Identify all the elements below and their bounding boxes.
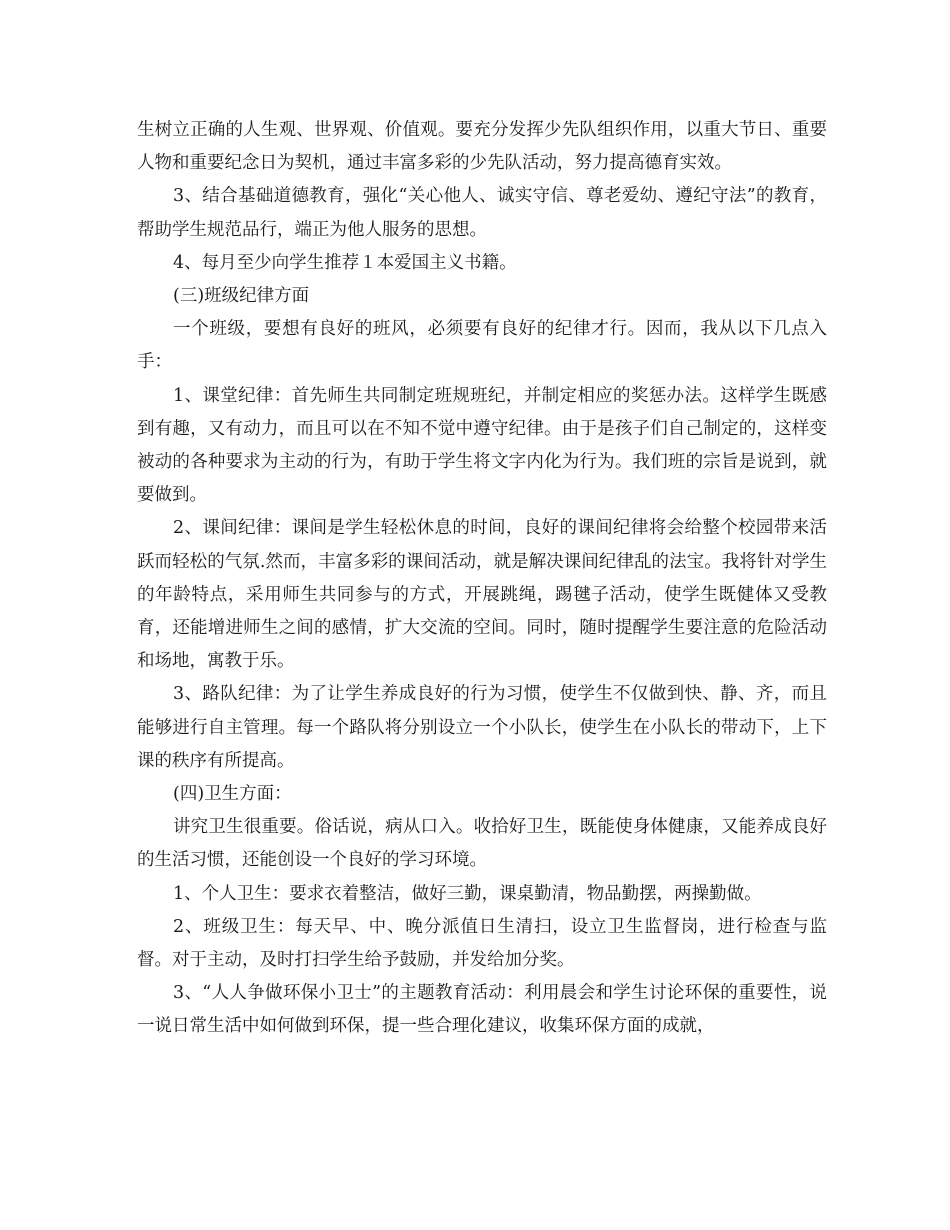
paragraph-7: 2、课间纪律：课间是学生轻松休息的时间，良好的课间纪律将会给整个校园带来活跃而轻松的气氛.然而，丰富多彩的课间活动，就是解决课间纪律乱的法宝。我将针对学生的年龄特点，采用师生共同参与的方式，开展跳绳，踢毽子活动，使学生既健体又受教育，还能增进师生之间的感情，扩大交流的空间。同时，随时提醒学生要注意的危险活动和场地，寓教于乐。 (137, 518, 827, 672)
paragraph-3: 4、每月至少向学生推荐１本爱国主义书籍。 (173, 252, 517, 273)
paragraph-8: 3、路队纪律：为了让学生养成良好的行为习惯，使学生不仅做到快、静、齐，而且能够进行自主管理。每一个路队将分别设立一个小队长，使学生在小队长的带动下，上下课的秩序有所提高。 (137, 684, 827, 771)
paragraph-5: 一个班级，要想有良好的班风，必须要有良好的纪律才行。因而，我从以下几点入手： (137, 319, 827, 373)
paragraph-13: 3、“人人争做环保小卫士”的主题教育活动：利用晨会和学生讨论环保的重要性，说一说日常生活中如何做到环保，提一些合理化建议，收集环保方面的成就， (137, 983, 827, 1037)
paragraph-2: 3、结合基础道德教育，强化“关心他人、诚实守信、尊老爱幼、遵纪守法”的教育，帮助学生规范品行，端正为他人服务的思想。 (137, 186, 827, 240)
paragraph-12: 2、班级卫生：每天早、中、晚分派值日生清扫，设立卫生监督岗，进行检查与监督。对于主动，及时打扫学生给予鼓励，并发给加分奖。 (137, 916, 827, 971)
section-heading-discipline: (三)班级纪律方面 (173, 286, 310, 307)
section-heading-hygiene: (四)卫生方面： (173, 784, 292, 805)
paragraph-10: 讲究卫生很重要。俗话说，病从口入。收拾好卫生，既能使身体健康，又能养成良好的生活习惯，还能创设一个良好的学习环境。 (137, 817, 827, 871)
paragraph-6: 1、课堂纪律：首先师生共同制定班规班纪，并制定相应的奖惩办法。这样学生既感到有趣，又有动力，而且可以在不知不觉中遵守纪律。由于是孩子们自己制定的，这样变被动的各种要求为主动的行为，有助于学生将文字内化为行为。我们班的宗旨是说到，就要做到。 (137, 385, 827, 506)
paragraph-1: 生树立正确的人生观、世界观、价值观。要充分发挥少先队组织作用，以重大节日、重要人物和重要纪念日为契机，通过丰富多彩的少先队活动，努力提高德育实效。 (137, 120, 827, 174)
paragraph-11: 1、个人卫生：要求衣着整洁，做好三勤，课桌勤清，物品勤摆，两操勤做。 (173, 883, 762, 904)
document-body (137, 114, 827, 1044)
